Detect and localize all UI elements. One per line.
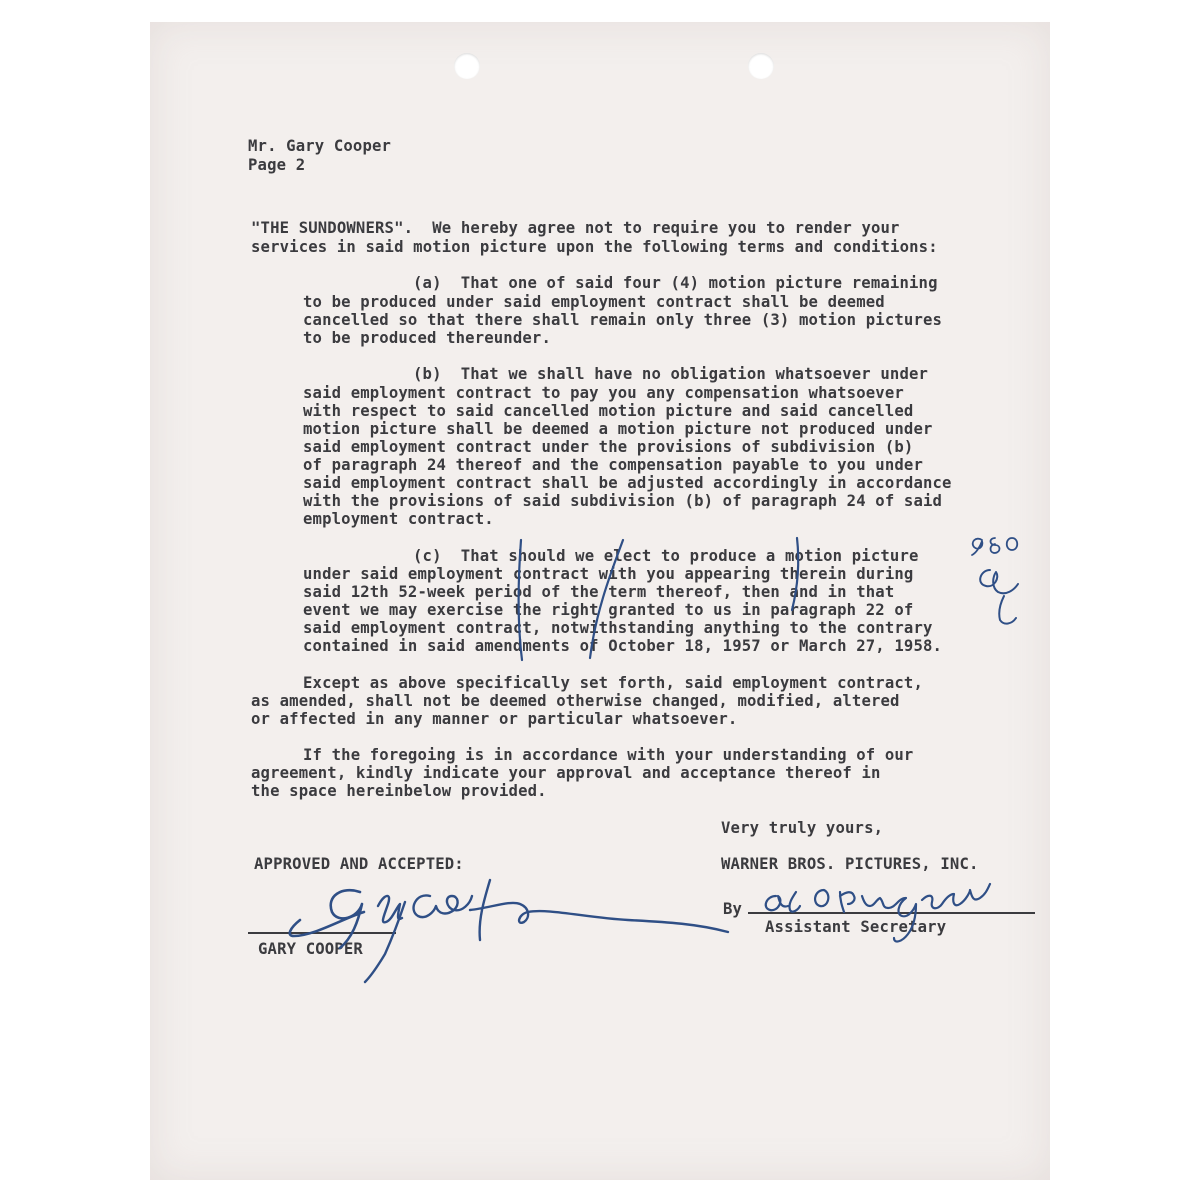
page-number-line: Page 2	[248, 156, 306, 174]
clause-b-line: motion picture shall be deemed a motion picture not produced under	[303, 420, 933, 438]
clause-c-line: said 12th 52-week period of the term thereof, then and in that	[303, 583, 895, 601]
valediction: Very truly yours,	[721, 819, 884, 837]
body-line: agreement, kindly indicate your approval and acceptance thereof in	[251, 764, 881, 782]
by-label: By	[723, 900, 743, 918]
signer-name: GARY COOPER	[258, 940, 363, 958]
body-line: "THE SUNDOWNERS". We hereby agree not to require you to render your	[251, 219, 900, 237]
addressee-line: Mr. Gary Cooper	[248, 137, 392, 155]
clause-b-line: of paragraph 24 thereof and the compensation payable to you under	[303, 456, 923, 474]
clause-c-line: event we may exercise the right granted to us in paragraph 22 of	[303, 601, 914, 619]
clause-c-line: said employment contract, notwithstanding anything to the contrary	[303, 619, 933, 637]
clause-a-line: cancelled so that there shall remain only three (3) motion pictures	[303, 311, 943, 329]
body-line: or affected in any manner or particular whatsoever.	[251, 710, 738, 728]
clause-b-line: (b) That we shall have no obligation whatsoever under	[413, 365, 929, 383]
acceptance-label: APPROVED AND ACCEPTED:	[254, 855, 464, 873]
body-line: services in said motion picture upon the following terms and conditions:	[251, 238, 938, 256]
clause-b-line: said employment contract shall be adjusted accordingly in accordance	[303, 474, 952, 492]
clause-c-line: (c) That should we elect to produce a motion picture	[413, 547, 919, 565]
punch-hole-right	[748, 53, 774, 79]
signer-title: Assistant Secretary	[765, 918, 947, 936]
clause-b-line: said employment contract to pay you any compensation whatsoever	[303, 384, 904, 402]
company-signature-line	[748, 912, 1035, 914]
clause-b-line: with respect to said cancelled motion picture and said cancelled	[303, 402, 914, 420]
clause-c-line: under said employment contract with you appearing therein during	[303, 565, 914, 583]
body-line: as amended, shall not be deemed otherwise changed, modified, altered	[251, 692, 900, 710]
company-name: WARNER BROS. PICTURES, INC.	[721, 855, 979, 873]
body-line: If the foregoing is in accordance with your understanding of our	[303, 746, 914, 764]
clause-a-line: to be produced under said employment contract shall be deemed	[303, 293, 885, 311]
clause-b-line: said employment contract under the provisions of subdivision (b)	[303, 438, 914, 456]
punch-hole-left	[454, 53, 480, 79]
acceptance-signature-line	[248, 932, 396, 934]
clause-c-line: contained in said amendments of October 18, 1957 or March 27, 1958.	[303, 637, 943, 655]
clause-a-line: to be produced thereunder.	[303, 329, 551, 347]
clause-b-line: with the provisions of said subdivision (b) of paragraph 24 of said	[303, 492, 943, 510]
body-line: the space hereinbelow provided.	[251, 782, 547, 800]
clause-a-line: (a) That one of said four (4) motion picture remaining	[413, 274, 938, 292]
clause-b-line: employment contract.	[303, 510, 494, 528]
body-line: Except as above specifically set forth, said employment contract,	[303, 674, 923, 692]
